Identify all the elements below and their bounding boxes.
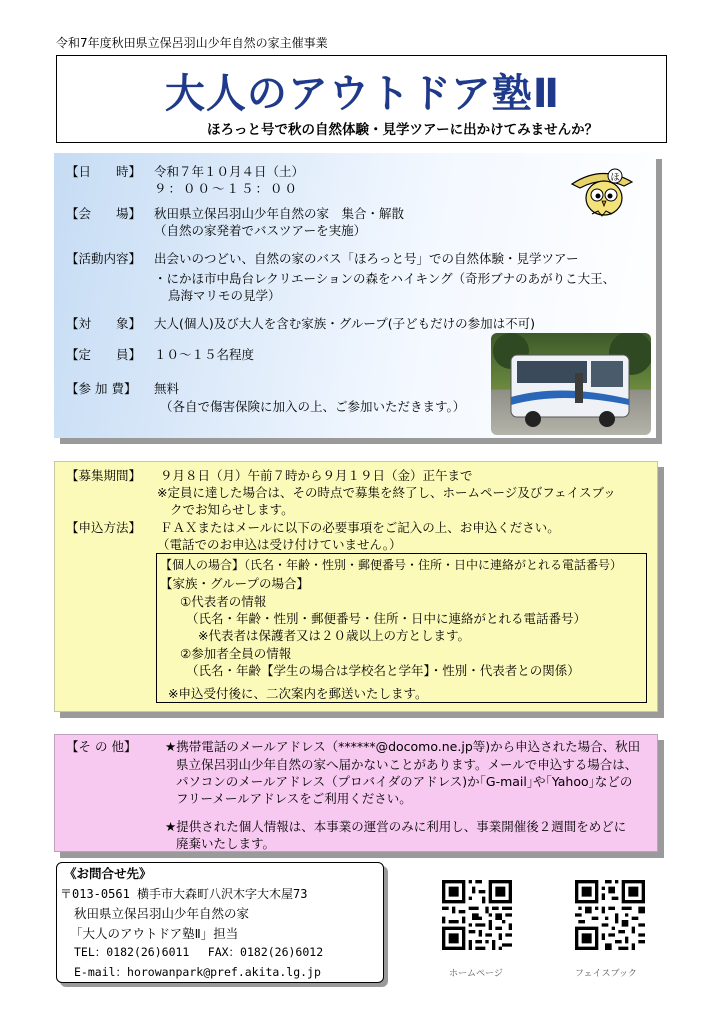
- venue-label: 【会 場】: [66, 206, 142, 221]
- capacity-label: 【定 員】: [66, 347, 142, 362]
- contact-charge: 「大人のアウトドア塾Ⅱ」担当: [70, 926, 239, 941]
- bus-photo-image: [491, 333, 651, 435]
- box-line6: ②参加者全員の情報: [180, 646, 292, 661]
- fee-line2: （各自で傷害保険に加入の上、ご参加いただきます。）: [160, 399, 466, 414]
- other-line6: 廃棄いたします。: [176, 836, 276, 851]
- facebook-qr-label: フェイスブック: [575, 969, 637, 979]
- other-line5: ★提供された個人情報は、本事業の運営のみに利用し、事業開催後２週間をめどに: [165, 819, 627, 834]
- box-line2: 【家族・グループの場合】: [160, 576, 310, 591]
- sponsor-line: 令和7年度秋田県立保呂羽山少年自然の家主催事業: [56, 36, 328, 50]
- target-text: 大人(個人)及び大人を含む家族・グループ(子どもだけの参加は不可): [154, 316, 536, 331]
- activity-line1: 出会いのつどい、自然の家のバス「ほろっと号」での自然体験・見学ツアー: [154, 251, 579, 266]
- contact-email[interactable]: E-mail：horowanpark@pref.akita.lg.jp: [74, 965, 321, 979]
- box-line8: ※申込受付後に、二次案内を郵送いたします。: [168, 686, 428, 701]
- page-title: 大人のアウトドア塾Ⅱ: [164, 71, 561, 117]
- contact-phone: TEL：0182(26)6011 FAX：0182(26)6012: [74, 945, 324, 959]
- venue-line2: （自然の家発着でバスツアーを実施）: [154, 223, 367, 238]
- contact-heading: 《お問合せ先》: [64, 866, 152, 881]
- contact-address: 〒013-0561 横手市大森町八沢木字大木屋73: [60, 887, 308, 901]
- venue-line1: 秋田県立保呂羽山少年自然の家 集合・解散: [154, 206, 405, 221]
- period-line2: ※定員に達した場合は、その時点で募集を終了し、ホームページ及びフェイスブッ: [157, 485, 616, 500]
- capacity-text: １０～１５名程度: [154, 347, 255, 362]
- box-line5: ※代表者は保護者又は２０歳以上の方とします。: [198, 628, 470, 643]
- period-label: 【募集期間】: [66, 468, 142, 483]
- facebook-qr-icon[interactable]: [575, 880, 645, 950]
- method-line1: ＦＡＸまたはメールに以下の必要事項をご記入の上、お申込ください。: [160, 520, 560, 535]
- box-line1: 【個人の場合】（氏名・年齢・性別・郵便番号・住所・日中に連絡がとれる電話番号）: [160, 558, 623, 572]
- page-subtitle: ほろっと号で秋の自然体験・見学ツアーに出かけてみませんか？: [207, 122, 599, 138]
- method-label: 【申込方法】: [66, 520, 142, 535]
- homepage-qr-icon[interactable]: [442, 880, 512, 950]
- other-line1: ★携帯電話のメールアドレス（******@docomo.ne.jp等)から申込された場合、秋田: [165, 739, 641, 754]
- box-line3: ①代表者の情報: [180, 594, 267, 609]
- activity-line3: 鳥海マリモの見学）: [168, 288, 281, 303]
- title-box: [56, 55, 667, 143]
- homepage-qr-label: ホームページ: [449, 969, 503, 979]
- method-line2: （電話でのお申込は受け付けていません。）: [157, 537, 402, 552]
- activity-line2: ・にかほ市中島台レクリエーションの森をハイキング（奇形ブナのあがりこ大王、: [154, 271, 616, 286]
- other-line2: 県立保呂羽山少年自然の家へ届かないことがあります。メールで申込する場合は、: [176, 757, 638, 772]
- fee-line1: 無料: [154, 381, 180, 396]
- target-label: 【対 象】: [66, 316, 142, 331]
- other-line4: フリーメールアドレスをご利用ください。: [176, 791, 412, 806]
- box-line4: （氏名・年齢・性別・郵便番号・住所・日中に連絡がとれる電話番号）: [186, 611, 587, 626]
- period-line3: クでお知らせします。: [170, 502, 294, 517]
- box-line7: （氏名・年齢【学生の場合は学校名と学年】・性別・代表者との関係）: [186, 663, 580, 678]
- period-line1: ９月８日（月）午前７時から９月１９日（金）正午まで: [160, 468, 473, 483]
- activity-label: 【活動内容】: [66, 251, 142, 266]
- other-label: 【そ の 他】: [66, 739, 137, 754]
- date-label: 【日 時】: [66, 164, 142, 179]
- mascot-badge-text: ほ: [610, 173, 620, 183]
- fee-label: 【参 加 費】: [66, 381, 137, 396]
- contact-org: 秋田県立保呂羽山少年自然の家: [74, 906, 250, 921]
- other-line3: パソコンのメールアドレス（プロバイダのアドレス)か｢G-mail｣や｢Yahoo｣などの: [176, 774, 633, 789]
- owl-mascot-icon: [568, 162, 636, 220]
- date-line2: ９：００～１５：００: [154, 181, 300, 196]
- date-line1: 令和７年１０月４日（土）: [154, 164, 305, 179]
